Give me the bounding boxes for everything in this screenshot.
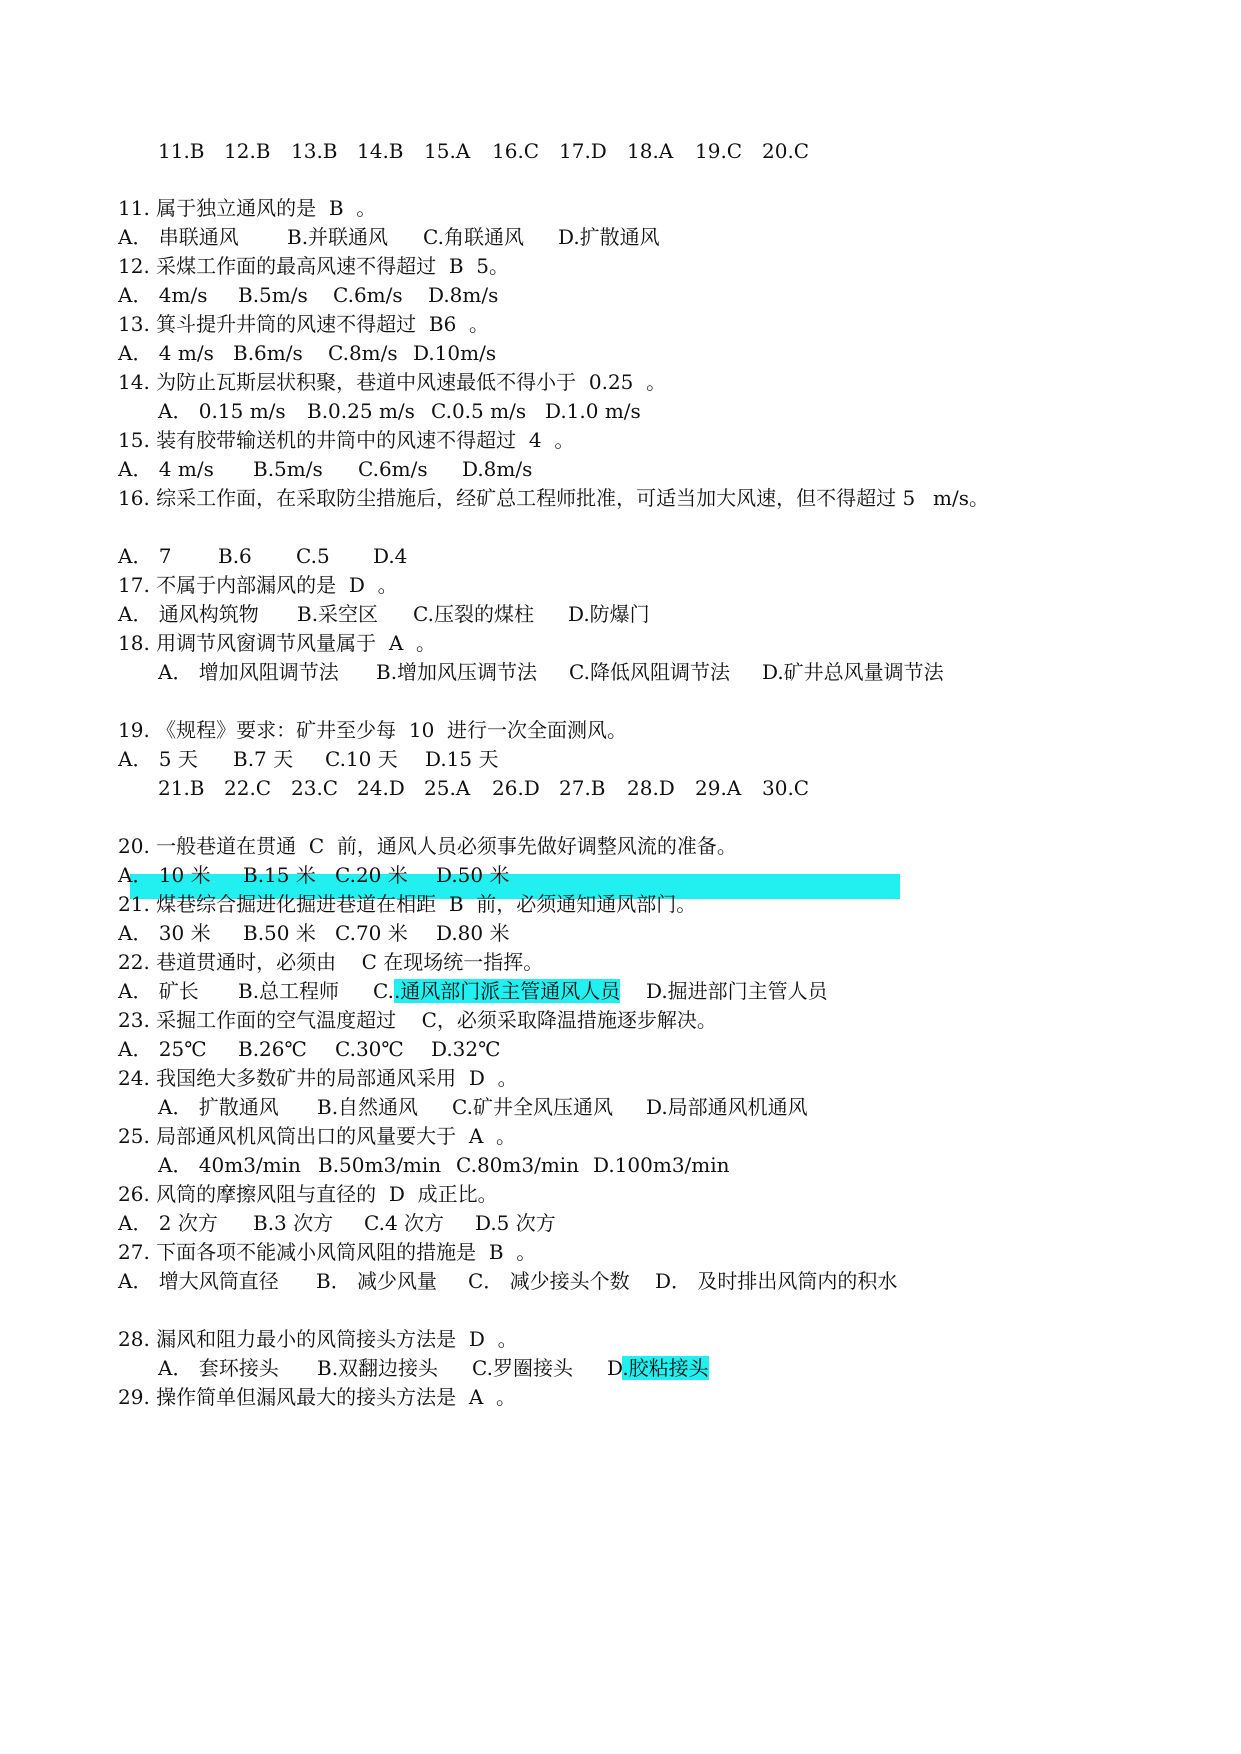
option: A． 2 次方 <box>118 1211 218 1235</box>
option: C.降低风阻调节法 <box>569 660 730 684</box>
question-options <box>0 338 497 368</box>
option: B.50m3/min <box>318 1153 442 1177</box>
option: A． 30 米 <box>118 921 211 945</box>
option: C.0.5 m/s <box>431 399 527 423</box>
option: D.1.0 m/s <box>545 399 641 423</box>
answer-key: 26.D <box>492 776 540 800</box>
option: D.32℃ <box>431 1037 501 1061</box>
option: C.70 米 <box>335 921 408 945</box>
answer-key: 28.D <box>627 776 675 800</box>
document-page: 11.B 12.B 13.B 14.B 15.A 16.C 17.D 18.A 19.C 20.C 11. 属于独立通风的是 B 。 A． 串联通风 B.并联通风 C.角联通风 D.扩散通风 12. 采煤工作面的最高风速不得超过 B 5。 A． 4m/s B.5m/s C.6m/s D.8m/s 13. 箕斗提升井筒的风速不得超过 B6 。 A． 4 m/s B.6m/s C.8m/s D.10m/s 14. 为防止瓦斯层状积聚，巷道中风速最低不得小于 0.25 。 A． 0.15 m/s B.0.25 m/s C.0.5 m/s D.1.0 m/s 15. 装有胶带输送机的井筒中的风速不得超过 4 。 A． 4 m/s B.5m/s C.6m/s D.8m/s 16. 综采工作面，在采取防尘措施后，经矿总工程师批准，可适当加大风速，但不得超过 5 m/s。 A． 7 B.6 C.5 D.4 17. 不属于内部漏风的是 D 。 A． 通风构筑物 B.采空区 C.压裂的煤柱 D.防爆门 18. 用调节风窗调节风量属于 A 。 A． 增加风阻调节法 B.增加风压调节法 C.降低风阻调节法 D.矿井总风量调节法 19. 《规程》要求：矿井至少每 10 进行一次全面测风。 A． 5 天 B.7 天 C.10 天 D.15 天 21.B 22.C 23.C 24.D 25.A 26.D 27.B 28.D 29.A 30.C 20. 一般巷道在贯通 C 前，通风人员必须事先做好调整风流的准备。 A． 10 米 B.15 米 C.20 米 D.50 米 21. 煤巷综合掘进化掘进巷道在相距 B 前，必须通知通风部门。 A． 30 米 B.50 米 C.70 米 D.80 米 22. 巷道贯通时，必须由 C 在现场统一指挥。 A． 矿长 B.总工程师 C..通风部门派主管通风人员 D.掘进部门主管人员 23. 采掘工作面的空气温度超过 C，必须采取降温措施逐步解决。 A． 25℃ B.26℃ C.30℃ D.32℃ 24. 我国绝大多数矿井的局部通风采用 D 。 A． 扩散通风 B.自然通风 C.矿井全风压通风 D.局部通风机通风 25. 局部通风机风筒出口的风量要大于 A 。 A． 40m3/min B.50m3/min C.80m3/min D.100m3/min 26. 风筒的摩擦风阻与直径的 D 成正比。 A． 2 次方 B.3 次方 C.4 次方 D.5 次方 27. 下面各项不能减小风筒风阻的措施是 B 。 A． 增大风筒直径 B． 减少风量 C． 减少接头个数 D． 及时排出风筒内的积水 28. 漏风和阻力最小的风筒接头方法是 D 。 A． 套环接头 B.双翻边接头 C.罗圈接头 D.胶粘接头 29. 操作简单但漏风最大的接头方法是 A 。 <box>0 0 1241 1754</box>
option: D.防爆门 <box>568 602 650 626</box>
option: A． 4 m/s <box>118 341 214 365</box>
option: A． 通风构筑物 <box>118 602 259 626</box>
option: B.5m/s <box>238 283 308 307</box>
option: B.15 米 <box>243 863 316 887</box>
question-options <box>0 222 660 252</box>
question-options <box>0 1092 808 1122</box>
option: D.局部通风机通风 <box>646 1095 808 1119</box>
question-options <box>0 1266 898 1296</box>
answer-key: 15.A <box>424 139 471 163</box>
answer-key: 11.B <box>158 139 205 163</box>
option: D.50 米 <box>436 863 510 887</box>
answer-key: 17.D <box>559 139 607 163</box>
option: D.5 次方 <box>475 1211 556 1235</box>
option: B.6 <box>218 544 252 568</box>
option: B.自然通风 <box>317 1095 419 1119</box>
answer-key: 22.C <box>224 776 272 800</box>
option: D.掘进部门主管人员 <box>646 979 828 1003</box>
option: C.80m3/min <box>456 1153 580 1177</box>
option: C.矿井全风压通风 <box>452 1095 613 1119</box>
answer-key: 18.A <box>627 139 674 163</box>
question-options <box>0 1150 730 1180</box>
answer-key: 20.C <box>762 139 810 163</box>
answer-key: 23.C <box>291 776 339 800</box>
question-options <box>0 976 828 1006</box>
question-options <box>0 860 510 890</box>
option: B.0.25 m/s <box>307 399 415 423</box>
option: A． 扩散通风 <box>158 1095 279 1119</box>
question-options <box>0 1208 556 1238</box>
option: D.矿井总风量调节法 <box>762 660 944 684</box>
option: B.6m/s <box>233 341 303 365</box>
option: C.8m/s <box>328 341 398 365</box>
answer-key: 13.B <box>291 139 338 163</box>
answer-key: 14.B <box>357 139 404 163</box>
option: B.总工程师 <box>238 979 340 1003</box>
option: C.角联通风 <box>423 225 524 249</box>
question-options <box>0 280 499 310</box>
option: A． 矿长 <box>118 979 199 1003</box>
answer-key: 16.C <box>492 139 540 163</box>
option: A． 10 米 <box>118 863 211 887</box>
option: C.5 <box>296 544 330 568</box>
option: A． 5 天 <box>118 747 198 771</box>
question-options <box>0 599 650 629</box>
question-options <box>0 657 944 687</box>
option: C.压裂的煤柱 <box>413 602 534 626</box>
answer-key: 12.B <box>224 139 271 163</box>
option: D.100m3/min <box>593 1153 730 1177</box>
option: B.采空区 <box>297 602 379 626</box>
option: B.7 天 <box>233 747 294 771</box>
option: D.15 天 <box>425 747 499 771</box>
option: C..通风部门派主管通风人员 <box>373 979 621 1003</box>
option: A． 40m3/min <box>158 1153 301 1177</box>
question-options <box>0 918 510 948</box>
question-options <box>0 396 641 426</box>
option: A． 增加风阻调节法 <box>158 660 339 684</box>
option: C.6m/s <box>333 283 403 307</box>
answer-key: 19.C <box>695 139 743 163</box>
answer-key: 25.A <box>424 776 471 800</box>
option: D.胶粘接头 <box>607 1356 709 1380</box>
question-options <box>0 454 533 484</box>
question-options <box>0 744 499 774</box>
answer-row-1 <box>0 136 810 166</box>
option: B.26℃ <box>238 1037 307 1061</box>
question-options <box>0 1034 501 1064</box>
option: D.80 米 <box>436 921 510 945</box>
question-options <box>0 1353 709 1383</box>
option: D.8m/s <box>428 283 499 307</box>
answer-key: 29.A <box>695 776 742 800</box>
option: D.8m/s <box>462 457 533 481</box>
answer-key: 24.D <box>357 776 405 800</box>
option: A． 0.15 m/s <box>158 399 286 423</box>
option: C.4 次方 <box>364 1211 445 1235</box>
option: B.50 米 <box>243 921 316 945</box>
option: D． 及时排出风筒内的积水 <box>655 1269 898 1293</box>
option: B． 减少风量 <box>316 1269 438 1293</box>
option: A． 4 m/s <box>118 457 214 481</box>
option: A． 增大风筒直径 <box>118 1269 279 1293</box>
option: C.30℃ <box>335 1037 404 1061</box>
option: A． 串联通风 <box>118 225 239 249</box>
option: A． 4m/s <box>118 283 208 307</box>
option: B.并联通风 <box>287 225 389 249</box>
option: C.20 米 <box>335 863 408 887</box>
question-stem: 16. 综采工作面，在采取防尘措施后，经矿总工程师批准，可适当加大风速，但不得超过 5 m/s。 <box>118 486 989 510</box>
option: A． 25℃ <box>118 1037 207 1061</box>
option: D.10m/s <box>413 341 497 365</box>
answer-key: 21.B <box>158 776 205 800</box>
option: C.6m/s <box>358 457 428 481</box>
option: A． 7 <box>118 544 172 568</box>
answer-key: 30.C <box>762 776 810 800</box>
option: B.3 次方 <box>253 1211 334 1235</box>
answer-row-2 <box>0 773 810 803</box>
option: A． 套环接头 <box>158 1356 279 1380</box>
question-options <box>0 541 408 571</box>
option: B.5m/s <box>253 457 323 481</box>
option: D.4 <box>373 544 408 568</box>
option: B.增加风压调节法 <box>376 660 538 684</box>
answer-key: 27.B <box>559 776 606 800</box>
option: C.10 天 <box>325 747 398 771</box>
highlighted-answer: .通风部门派主管通风人员 <box>393 979 621 1003</box>
option: D.扩散通风 <box>558 225 660 249</box>
highlighted-answer: .胶粘接头 <box>622 1356 709 1380</box>
option: B.双翻边接头 <box>317 1356 439 1380</box>
option: C.罗圈接头 <box>472 1356 573 1380</box>
option: C． 减少接头个数 <box>468 1269 630 1293</box>
